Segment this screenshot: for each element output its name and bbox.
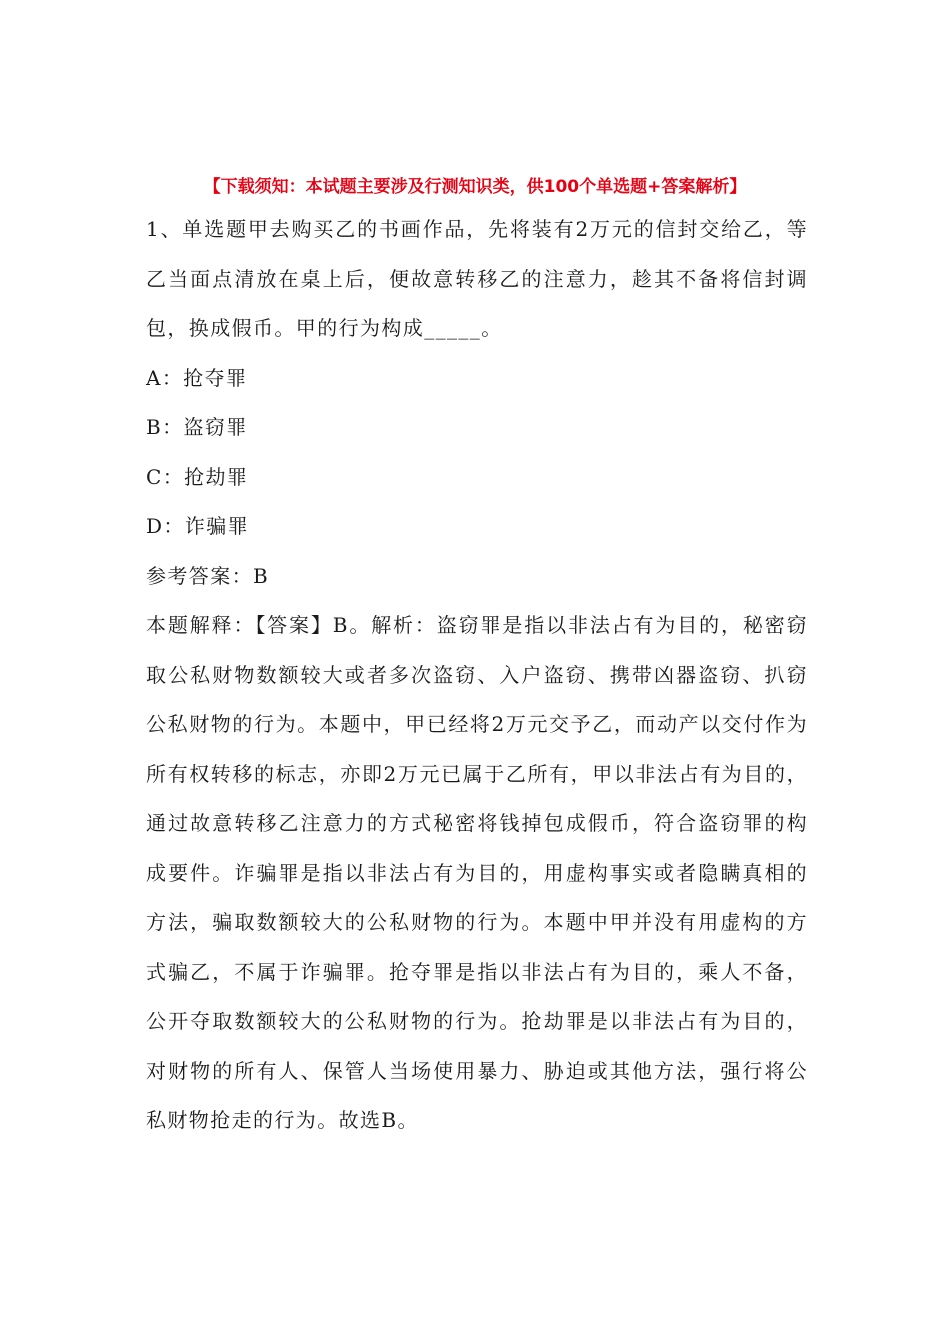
question-block: [146, 205, 808, 1146]
option-a: A：抢夺罪: [146, 365, 248, 390]
download-notice: 【下载须知：本试题主要涉及行测知识类，供100个单选题+答案解析】: [203, 177, 747, 197]
question-text: 1、单选题甲去购买乙的书画作品，先将装有2万元的信封交给乙，等乙当面点清放在桌上后，便故意转移乙的注意力，趁其不备将信封调包，换成假币。甲的行为构成_____。: [146, 217, 808, 340]
reference-answer: 参考答案：B: [146, 563, 270, 588]
answer-explanation: 本题解释：【答案】B。解析：盗窃罪是指以非法占有为目的，秘密窃取公私财物数额较大或者多次盗窃、入户盗窃、携带凶器盗窃、扒窃公私财物的行为。本题中，甲已经将2万元交予乙，而动产以交付作为所有权转移的标志，亦即2万元已属于乙所有，甲以非法占有为目的，通过故意转移乙注意力的方式秘密将钱掉包成假币，符合盗窃罪的构成要件。诈骗罪是指以非法占有为目的，用虚构事实或者隐瞒真相的方法，骗取数额较大的公私财物的行为。本题中甲并没有用虚构的方式骗乙，不属于诈骗罪。抢夺罪是指以非法占有为目的，乘人不备，公开夺取数额较大的公私财物的行为。抢劫罪是以非法占有为目的，对财物的所有人、保管人当场使用暴力、胁迫或其他方法，强行将公私财物抢走的行为。故选B。: [146, 613, 808, 1132]
option-c: C：抢劫罪: [146, 464, 249, 489]
option-d: D：诈骗罪: [146, 514, 250, 538]
option-b: B：盗窃罪: [146, 415, 248, 439]
